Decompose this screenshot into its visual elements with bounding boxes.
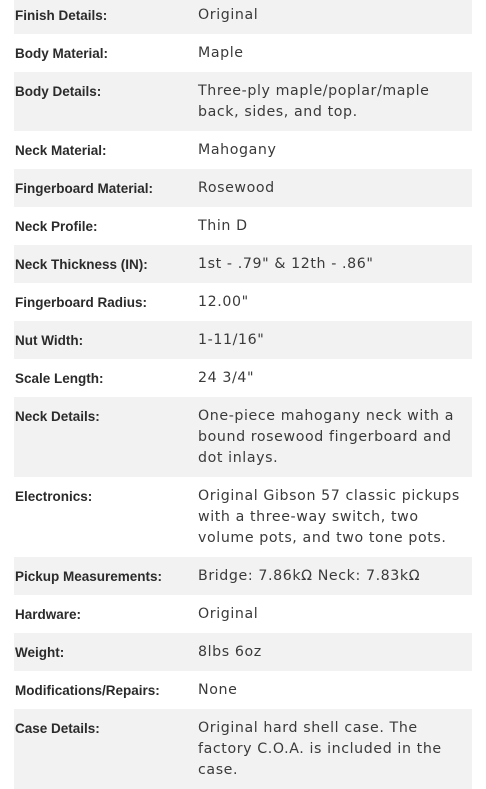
spec-value: Three-ply maple/poplar/maple back, sides, and top.: [198, 83, 430, 120]
spec-table: [14, 0, 472, 789]
spec-label: Pickup Measurements:: [15, 569, 163, 584]
spec-value: One-piece mahogany neck with a bound rosewood fingerboard and dot inlays.: [198, 408, 455, 466]
spec-label: Weight:: [15, 645, 65, 660]
spec-row-fingerboard-radius: [14, 283, 472, 321]
spec-label: Neck Thickness (IN):: [15, 257, 148, 272]
spec-value: 8lbs 6oz: [198, 644, 262, 660]
spec-value: 12.00": [198, 294, 249, 310]
spec-label: Finish Details:: [15, 8, 108, 23]
spec-value: 1st - .79" & 12th - .86": [198, 256, 374, 272]
spec-value: Original Gibson 57 classic pickups with a three-way switch, two volume pots, and two tone pots.: [198, 488, 460, 546]
spec-label: Body Details:: [15, 84, 102, 99]
spec-label: Electronics:: [15, 489, 93, 504]
spec-label: Nut Width:: [15, 333, 84, 348]
spec-label: Hardware:: [15, 607, 82, 622]
spec-row-modifications-repairs: [14, 671, 472, 709]
spec-row-neck-thickness: [14, 245, 472, 283]
spec-row-weight: [14, 633, 472, 671]
spec-row-neck-profile: [14, 207, 472, 245]
spec-value: Mahogany: [198, 142, 277, 158]
spec-row-pickup-measurements: [14, 557, 472, 595]
spec-row-nut-width: [14, 321, 472, 359]
spec-value: Maple: [198, 45, 244, 61]
spec-row-neck-material: [14, 131, 472, 169]
spec-row-finish-details: [14, 0, 472, 34]
spec-row-case-details: [14, 709, 472, 789]
spec-row-hardware: [14, 595, 472, 633]
spec-value: Rosewood: [198, 180, 275, 196]
spec-row-body-material: [14, 34, 472, 72]
spec-label: Neck Material:: [15, 143, 107, 158]
spec-row-body-details: [14, 72, 472, 131]
spec-row-neck-details: [14, 397, 472, 477]
spec-value: 24 3/4": [198, 370, 255, 386]
spec-label: Body Material:: [15, 46, 109, 61]
spec-row-electronics: [14, 477, 472, 557]
spec-label: Case Details:: [15, 721, 100, 736]
spec-row-fingerboard-material: [14, 169, 472, 207]
spec-value: Original: [198, 7, 259, 23]
spec-value: Original: [198, 606, 259, 622]
spec-label: Fingerboard Material:: [15, 181, 154, 196]
spec-label: Neck Profile:: [15, 219, 98, 234]
spec-label: Neck Details:: [15, 409, 100, 424]
spec-value: None: [198, 682, 238, 698]
spec-label: Scale Length:: [15, 371, 104, 386]
spec-value: 1-11/16": [198, 332, 265, 348]
spec-row-scale-length: [14, 359, 472, 397]
spec-value: Original hard shell case. The factory C.O.A. is included in the case.: [198, 720, 442, 778]
spec-label: Fingerboard Radius:: [15, 295, 148, 310]
spec-label: Modifications/Repairs:: [15, 683, 160, 698]
spec-value: Bridge: 7.86kΩ Neck: 7.83kΩ: [198, 568, 421, 584]
spec-value: Thin D: [198, 218, 248, 234]
